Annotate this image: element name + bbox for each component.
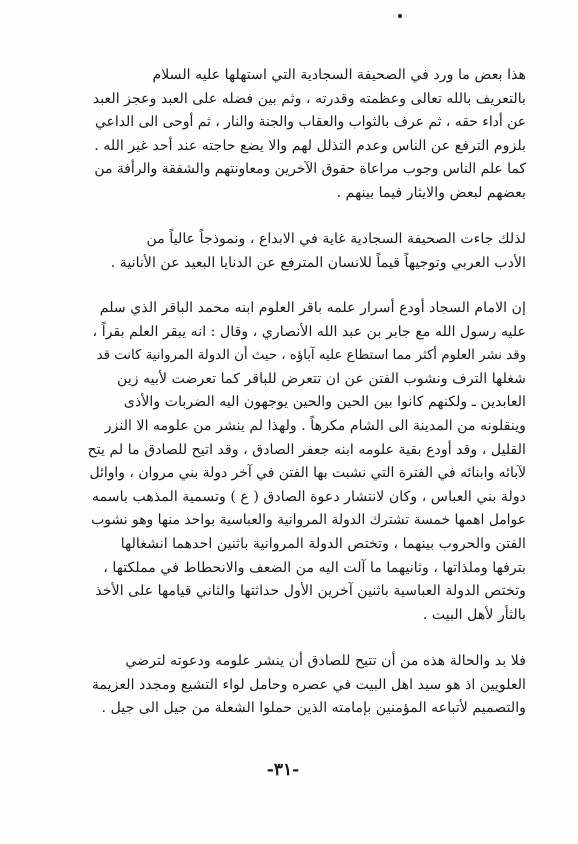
text-line: عليه رسول الله مع جابر بن عبد الله الأنصاري ، وقال : انه يبقر العلم بقراً ، bbox=[92, 323, 526, 340]
text-line: لذلك جاءت الصحيفة السجادية غاية في الابداع ، ونموذجاً عالياً من bbox=[146, 231, 526, 247]
text-line: بلزوم الترفع عن الناس وعدم التذلل لهم والا يضع حاجته عند أحد غير الله . bbox=[94, 137, 526, 154]
text-line: كما علم الناس وجوب مراعاة حقوق الآخرين ومعاونتهم والشفقة والرأفة من bbox=[94, 161, 526, 178]
text-line: إن الامام السجاد أودع أسرار علمه باقر العلوم ابنه محمد الباقر الذي سلم bbox=[99, 300, 526, 316]
text-line: بالتعريف بالله تعالى وعظمته وقدرته ، وثم بين فضله على العبد وعجز العبد bbox=[92, 90, 526, 107]
text-line: وينقلونه من المدينة الى الشام مكرهاً . ولهذا لم ينشر من علومه الا النزر bbox=[104, 417, 526, 434]
text-line: وقد نشر العلوم أكثر مما استطاع عليه آباؤه ، حيث أن الدولة المروانية كانت قد bbox=[96, 348, 526, 364]
text-line: شغلها الترف ونشوب الفتن عن ان تتعرض للباقر كما تعرضت لأبيه زين bbox=[117, 370, 526, 387]
paragraph-4 bbox=[88, 650, 526, 721]
text-line: والتصميم لأتباعه المؤمنين بإمامته الذين حملوا الشعلة من جيل الى جيل . bbox=[101, 700, 526, 717]
text-line: بالثأر لأهل البيت . bbox=[422, 606, 526, 623]
text-line: عوامل اهمها خمسة تشترك الدولة المروانية والعباسية بواحد منها وهو نشوب bbox=[91, 512, 526, 529]
text-line: هذا بعض ما ورد في الصحيفة السجادية التي استهلها عليه السلام bbox=[152, 67, 526, 83]
page-number: -٣١- bbox=[266, 760, 300, 780]
text-line: الأدب العربي وتوجيهاً قيماً للانسان المترفع عن الدنايا البعيد عن الأنانية . bbox=[110, 254, 526, 271]
text-line: وتختص الدولة العباسية باثنين آخرين الأول حداثتها والثاني قيامها على الأخذ bbox=[95, 583, 526, 600]
text-line: القليل ، وقد أودع بقية علومه ابنه جعفر الصادق ، وقد اتيح للصادق ما لم يتح bbox=[87, 441, 526, 458]
paragraph-2 bbox=[88, 228, 526, 275]
text-line: دولة بني العباس ، وكان لانتشار دعوة الصادق ( ع ) وتسمية المذهب باسمه bbox=[91, 488, 526, 505]
text-line: بعضهم لبعض والايثار فيما بينهم . bbox=[336, 184, 526, 201]
paragraph-3 bbox=[88, 297, 526, 627]
text-line: العلويين اذ هو سيد اهل البيت في عصره وحامل لواء التشيع ومجدد العزيمة bbox=[91, 676, 526, 693]
text-line: بترفها وملذاتها ، وثانيهما ما آلت اليه من الضعف والانحطاط في مملكتها ، bbox=[103, 559, 526, 576]
text-line: فلا بد والحالة هذه من أن تتيح للصادق أن ينشر علومه ودعوته لترضي bbox=[125, 653, 526, 669]
text-line: العابدين ـ ولكنهم كانوا بين الحين والحين يوجهون اليه الضربات والأذى bbox=[123, 394, 526, 411]
text-line: لآبائه وابنائه في الفترة التي نشبت بها الفتن في آخر دولة بني مروان ، واوائل bbox=[89, 465, 526, 482]
paragraph-1 bbox=[88, 64, 526, 206]
ink-dot bbox=[398, 14, 402, 18]
text-line: عن أداء حقه ، ثم عرف بالثواب والعقاب والجنة والنار ، ثم أوحى الى الداعي bbox=[94, 114, 526, 131]
text-line: الفتن والحروب بينهما ، وتختص الدولة المروانية باثنين احدهما انشغالها bbox=[120, 535, 526, 552]
